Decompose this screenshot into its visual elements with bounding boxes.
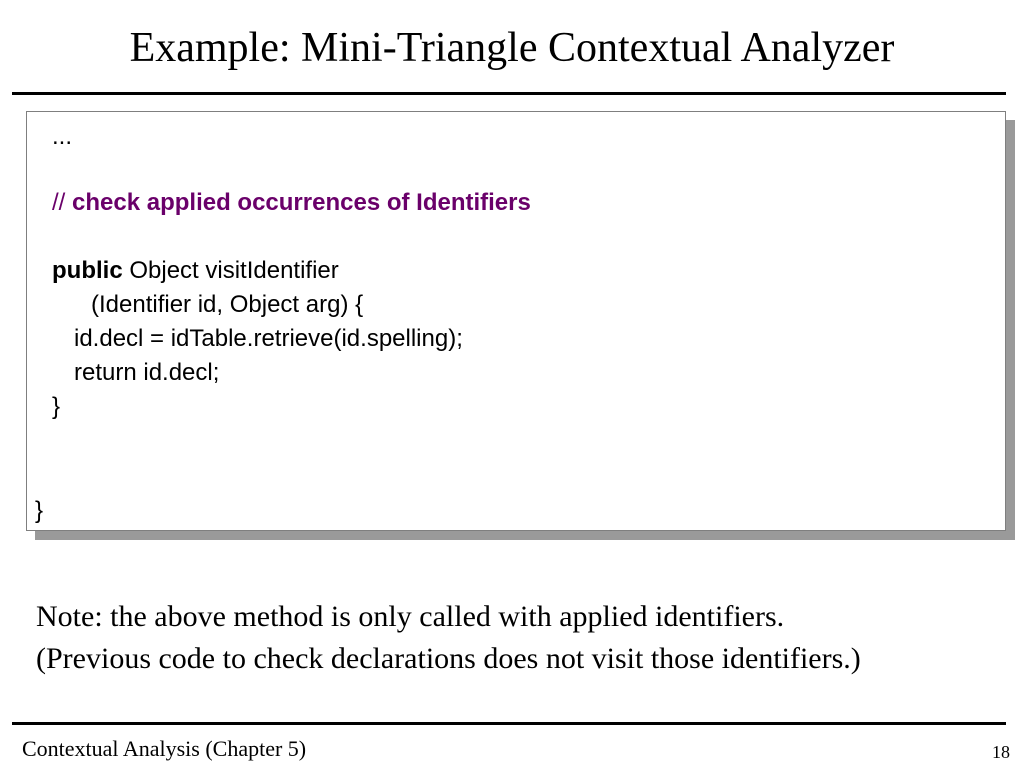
title-divider <box>12 92 1006 95</box>
comment-prefix: // <box>52 189 73 216</box>
note-text <box>36 596 1016 680</box>
footer-divider <box>12 722 1006 725</box>
method-signature: Object visitIdentifier <box>122 257 339 284</box>
code-body-line: return id.decl; <box>74 359 220 386</box>
comment-text: check applied occurrences of Identifiers <box>72 189 531 216</box>
code-body-line: id.decl = idTable.retrieve(id.spelling); <box>74 325 463 352</box>
note-line: Note: the above method is only called with applied identifiers. <box>36 600 785 633</box>
code-box <box>26 111 1006 531</box>
code-comment <box>52 188 531 218</box>
code-class-close: } <box>35 497 44 524</box>
keyword-public: public <box>52 257 123 284</box>
note-line: (Previous code to check declarations does not visit those identifiers.) <box>36 642 861 675</box>
code-method-params: (Identifier id, Object arg) { <box>91 291 364 318</box>
code-method-header <box>52 256 339 286</box>
page-number: 18 <box>992 742 1010 762</box>
footer-chapter: Contextual Analysis (Chapter 5) <box>22 736 307 761</box>
slide-title: Example: Mini-Triangle Contextual Analyzer <box>129 25 895 71</box>
code-ellipsis: ... <box>52 123 73 150</box>
code-method-close: } <box>52 393 61 420</box>
